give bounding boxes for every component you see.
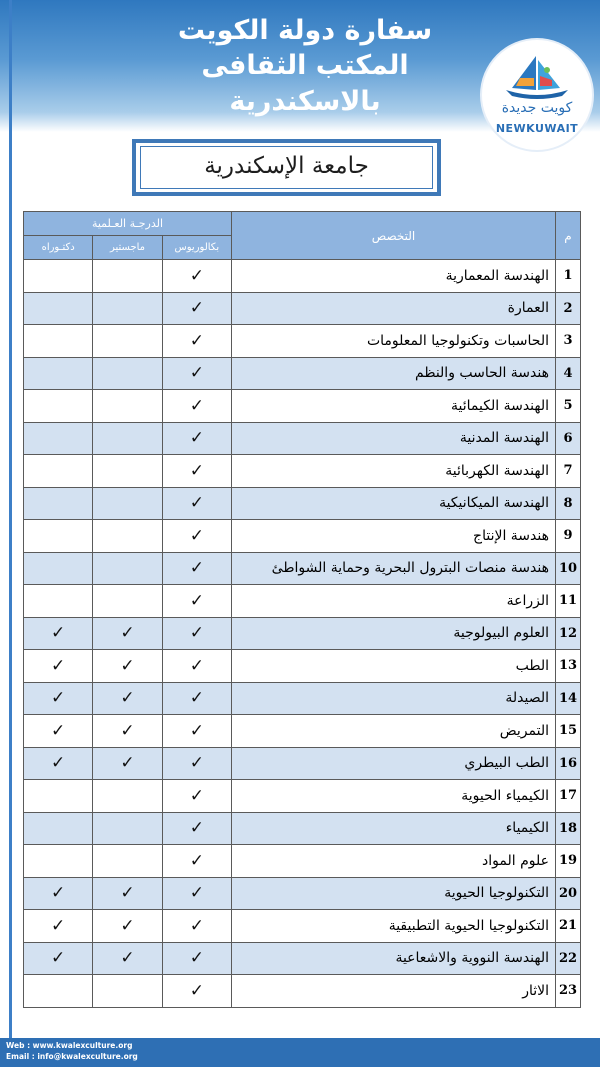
footer-email: Email : info@kwalexculture.org bbox=[6, 1052, 138, 1061]
row-number: 7 bbox=[556, 455, 581, 488]
master-check bbox=[93, 260, 162, 293]
university-title-box bbox=[132, 139, 441, 196]
table-row bbox=[24, 487, 581, 520]
bachelor-check: ✓ bbox=[162, 715, 231, 748]
table-row bbox=[24, 747, 581, 780]
bachelor-check: ✓ bbox=[162, 845, 231, 878]
table-row bbox=[24, 877, 581, 910]
row-number: 9 bbox=[556, 520, 581, 553]
phd-check: ✓ bbox=[24, 877, 93, 910]
logo-arabic-text: كويت جديدة bbox=[501, 100, 573, 116]
col-header-number: م bbox=[556, 212, 581, 260]
phd-check: ✓ bbox=[24, 910, 93, 943]
table-row bbox=[24, 975, 581, 1008]
master-check bbox=[93, 812, 162, 845]
majors-table-body bbox=[24, 260, 581, 1008]
table-row bbox=[24, 682, 581, 715]
master-check bbox=[93, 487, 162, 520]
table-row bbox=[24, 520, 581, 553]
table-row bbox=[24, 812, 581, 845]
row-major: الهندسة الميكانيكية bbox=[232, 487, 556, 520]
master-check bbox=[93, 390, 162, 423]
bachelor-check: ✓ bbox=[162, 422, 231, 455]
table-row bbox=[24, 845, 581, 878]
phd-check bbox=[24, 975, 93, 1008]
master-check bbox=[93, 520, 162, 553]
left-border-rule bbox=[9, 0, 12, 1040]
row-number: 6 bbox=[556, 422, 581, 455]
row-major: الكيمياء bbox=[232, 812, 556, 845]
row-major: التكنولوجيا الحيوية التطبيقية bbox=[232, 910, 556, 943]
phd-check: ✓ bbox=[24, 650, 93, 683]
row-major: هندسة الحاسب والنظم bbox=[232, 357, 556, 390]
bachelor-check: ✓ bbox=[162, 650, 231, 683]
phd-check bbox=[24, 487, 93, 520]
row-major: هندسة منصات البترول البحرية وحماية الشواطئ bbox=[232, 552, 556, 585]
master-check bbox=[93, 845, 162, 878]
col-header-master: ماجستير bbox=[93, 236, 162, 260]
row-major: الاثار bbox=[232, 975, 556, 1008]
majors-table bbox=[23, 211, 581, 1008]
master-check bbox=[93, 780, 162, 813]
phd-check bbox=[24, 292, 93, 325]
row-number: 21 bbox=[556, 910, 581, 943]
row-major: الحاسبات وتكنولوجيا المعلومات bbox=[232, 325, 556, 358]
row-number: 11 bbox=[556, 585, 581, 618]
row-number: 19 bbox=[556, 845, 581, 878]
table-row bbox=[24, 910, 581, 943]
row-major: الطب البيطري bbox=[232, 747, 556, 780]
row-number: 20 bbox=[556, 877, 581, 910]
row-number: 22 bbox=[556, 942, 581, 975]
master-check: ✓ bbox=[93, 910, 162, 943]
table-row bbox=[24, 650, 581, 683]
master-check: ✓ bbox=[93, 617, 162, 650]
bachelor-check: ✓ bbox=[162, 682, 231, 715]
phd-check: ✓ bbox=[24, 942, 93, 975]
row-number: 4 bbox=[556, 357, 581, 390]
phd-check bbox=[24, 780, 93, 813]
table-row bbox=[24, 455, 581, 488]
row-number: 5 bbox=[556, 390, 581, 423]
header-banner bbox=[0, 0, 600, 135]
phd-check bbox=[24, 585, 93, 618]
row-major: الهندسة الكيمائية bbox=[232, 390, 556, 423]
row-number: 3 bbox=[556, 325, 581, 358]
phd-check: ✓ bbox=[24, 682, 93, 715]
row-number: 18 bbox=[556, 812, 581, 845]
master-check: ✓ bbox=[93, 942, 162, 975]
table-row bbox=[24, 617, 581, 650]
col-header-degree: الدرجـة العـلمية bbox=[24, 212, 232, 236]
bachelor-check: ✓ bbox=[162, 812, 231, 845]
master-check: ✓ bbox=[93, 747, 162, 780]
row-number: 10 bbox=[556, 552, 581, 585]
col-header-bachelor: بكالوريوس bbox=[162, 236, 231, 260]
row-major: الكيمياء الحيوية bbox=[232, 780, 556, 813]
bachelor-check: ✓ bbox=[162, 585, 231, 618]
row-major: الهندسة النووية والاشعاعية bbox=[232, 942, 556, 975]
table-row bbox=[24, 942, 581, 975]
bachelor-check: ✓ bbox=[162, 747, 231, 780]
bachelor-check: ✓ bbox=[162, 617, 231, 650]
row-number: 16 bbox=[556, 747, 581, 780]
row-number: 15 bbox=[556, 715, 581, 748]
row-number: 13 bbox=[556, 650, 581, 683]
phd-check bbox=[24, 520, 93, 553]
phd-check bbox=[24, 422, 93, 455]
col-header-major: التخصص bbox=[232, 212, 556, 260]
master-check bbox=[93, 975, 162, 1008]
bachelor-check: ✓ bbox=[162, 390, 231, 423]
bachelor-check: ✓ bbox=[162, 975, 231, 1008]
phd-check: ✓ bbox=[24, 617, 93, 650]
row-major: العلوم البيولوجية bbox=[232, 617, 556, 650]
bachelor-check: ✓ bbox=[162, 552, 231, 585]
phd-check bbox=[24, 357, 93, 390]
table-row bbox=[24, 585, 581, 618]
table-row bbox=[24, 260, 581, 293]
phd-check bbox=[24, 552, 93, 585]
row-major: هندسة الإنتاج bbox=[232, 520, 556, 553]
phd-check bbox=[24, 455, 93, 488]
phd-check bbox=[24, 845, 93, 878]
phd-check bbox=[24, 812, 93, 845]
table-row bbox=[24, 357, 581, 390]
phd-check bbox=[24, 390, 93, 423]
master-check: ✓ bbox=[93, 682, 162, 715]
row-number: 17 bbox=[556, 780, 581, 813]
logo-english-text: NEWKUWAIT bbox=[495, 122, 579, 135]
table-row bbox=[24, 390, 581, 423]
row-major: الزراعة bbox=[232, 585, 556, 618]
master-check bbox=[93, 422, 162, 455]
phd-check bbox=[24, 325, 93, 358]
master-check bbox=[93, 325, 162, 358]
phd-check: ✓ bbox=[24, 715, 93, 748]
header-title bbox=[140, 14, 470, 120]
header-title-line2: المكتب الثقافى بالاسكندرية bbox=[201, 50, 409, 117]
row-major: الطب bbox=[232, 650, 556, 683]
row-major: الهندسة الكهربائية bbox=[232, 455, 556, 488]
row-major: التكنولوجيا الحيوية bbox=[232, 877, 556, 910]
row-major: علوم المواد bbox=[232, 845, 556, 878]
phd-check bbox=[24, 260, 93, 293]
row-major: الهندسة المعمارية bbox=[232, 260, 556, 293]
table-row bbox=[24, 715, 581, 748]
bachelor-check: ✓ bbox=[162, 942, 231, 975]
master-check bbox=[93, 585, 162, 618]
bachelor-check: ✓ bbox=[162, 455, 231, 488]
bachelor-check: ✓ bbox=[162, 910, 231, 943]
bachelor-check: ✓ bbox=[162, 487, 231, 520]
master-check bbox=[93, 552, 162, 585]
footer-website: Web : www.kwalexculture.org bbox=[6, 1041, 133, 1050]
master-check: ✓ bbox=[93, 877, 162, 910]
master-check bbox=[93, 357, 162, 390]
bachelor-check: ✓ bbox=[162, 780, 231, 813]
master-check bbox=[93, 455, 162, 488]
university-name: جامعة الإسكندرية bbox=[204, 153, 369, 179]
table-row bbox=[24, 422, 581, 455]
row-major: الهندسة المدنية bbox=[232, 422, 556, 455]
row-number: 14 bbox=[556, 682, 581, 715]
bachelor-check: ✓ bbox=[162, 520, 231, 553]
footer-bar bbox=[0, 1038, 600, 1067]
newkuwait-logo bbox=[482, 40, 592, 150]
phd-check: ✓ bbox=[24, 747, 93, 780]
table-row bbox=[24, 292, 581, 325]
dhow-boat-icon bbox=[500, 50, 574, 102]
row-number: 8 bbox=[556, 487, 581, 520]
bachelor-check: ✓ bbox=[162, 260, 231, 293]
bachelor-check: ✓ bbox=[162, 877, 231, 910]
master-check: ✓ bbox=[93, 715, 162, 748]
bachelor-check: ✓ bbox=[162, 292, 231, 325]
header-title-line1: سفارة دولة الكويت bbox=[177, 15, 433, 46]
row-major: الصيدلة bbox=[232, 682, 556, 715]
col-header-phd: دكتـوراه bbox=[24, 236, 93, 260]
row-number: 2 bbox=[556, 292, 581, 325]
master-check bbox=[93, 292, 162, 325]
table-row bbox=[24, 780, 581, 813]
bachelor-check: ✓ bbox=[162, 325, 231, 358]
row-major: العمارة bbox=[232, 292, 556, 325]
row-major: التمريض bbox=[232, 715, 556, 748]
table-row bbox=[24, 325, 581, 358]
row-number: 12 bbox=[556, 617, 581, 650]
row-number: 1 bbox=[556, 260, 581, 293]
row-number: 23 bbox=[556, 975, 581, 1008]
table-row bbox=[24, 552, 581, 585]
master-check: ✓ bbox=[93, 650, 162, 683]
bachelor-check: ✓ bbox=[162, 357, 231, 390]
